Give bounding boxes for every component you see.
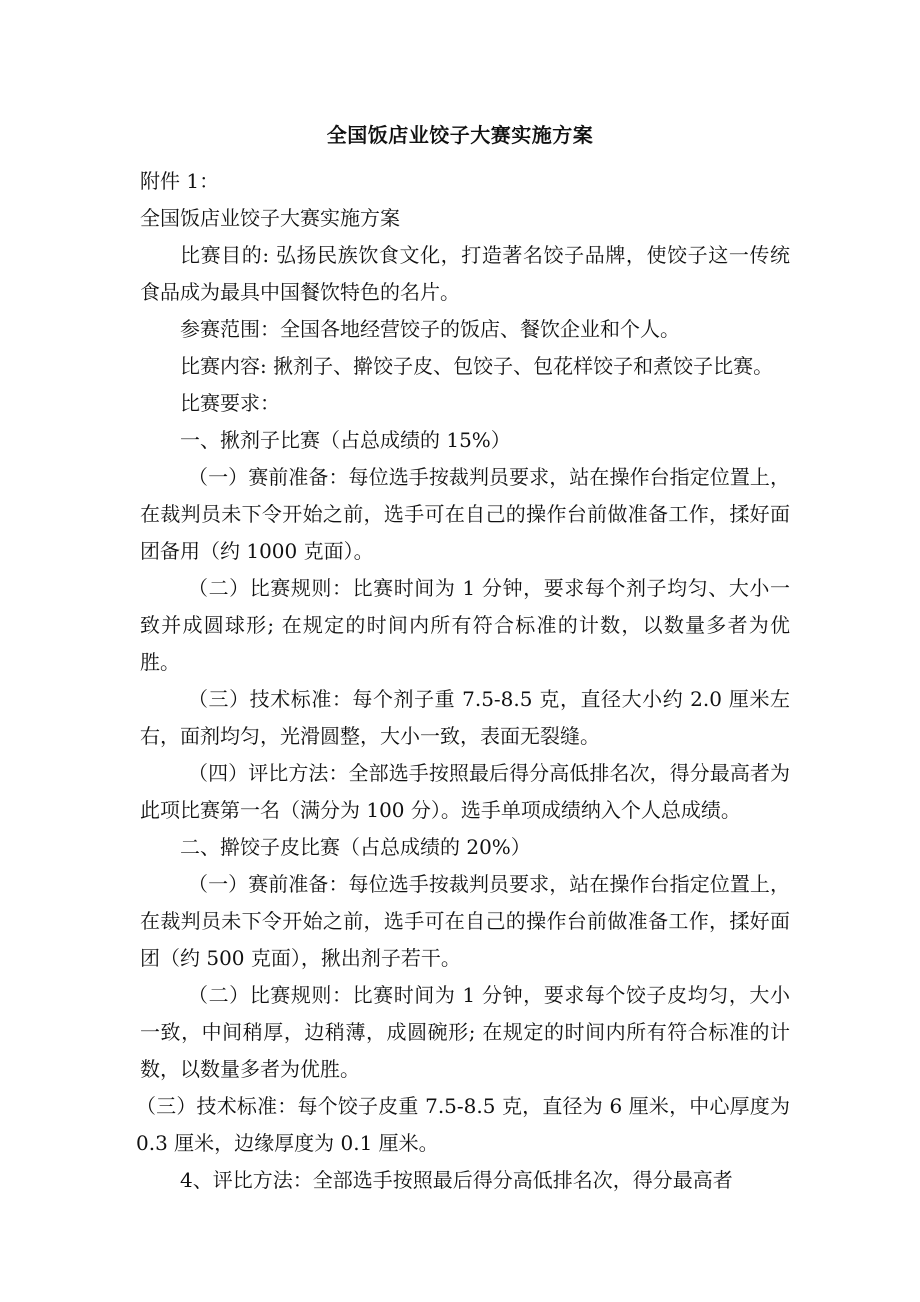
paragraph-requirements: 比赛要求： [180,391,280,415]
paragraph-content: 比赛内容: 揪剂子、擀饺子皮、包饺子、包花样饺子和煮饺子比赛。 [180,354,774,378]
section1-item-2: （二）比赛规则：比赛时间为 1 分钟，要求每个剂子均匀、大小一致并成圆球形; 在规定的时间内所有符合标准的计数，以数量多者为优胜。 [140,576,790,674]
section2-item-3: （三）技术标准：每个饺子皮重 7.5-8.5 克，直径为 6 厘米，中心厚度为 0.3 厘米，边缘厚度为 0.1 厘米。 [136,1094,790,1155]
section2-item-2: （二）比赛规则：比赛时间为 1 分钟，要求每个饺子皮均匀，大小一致，中间稍厚，边稍薄，成圆碗形; 在规定的时间内所有符合标准的计数，以数量多者为优胜。 [140,983,790,1081]
paragraph-purpose: 比赛目的: 弘扬民族饮食文化，打造著名饺子品牌，使饺子这一传统食品成为最具中国餐饮特色的名片。 [140,243,790,304]
section-heading-1: 一、揪剂子比赛（占总成绩的 15%） [180,428,511,452]
section-heading-2: 二、擀饺子皮比赛（占总成绩的 20%） [180,835,531,859]
section2-item-4: 4、评比方法：全部选手按照最后得分高低排名次，得分最高者 [180,1168,733,1192]
section1-item-3: （三）技术标准：每个剂子重 7.5-8.5 克，直径大小约 2.0 厘米左右，面剂均匀，光滑圆整，大小一致，表面无裂缝。 [140,687,790,748]
attachment-label: 附件 1： [140,169,220,193]
section1-item-4: （四）评比方法：全部选手按照最后得分高低排名次，得分最高者为此项比赛第一名（满分为 100 分）。选手单项成绩纳入个人总成绩。 [140,761,790,822]
section2-item-1: （一）赛前准备：每位选手按裁判员要求，站在操作台指定位置上，在裁判员未下令开始之前，选手可在自己的操作台前做准备工作，揉好面团（约 500 克面），揪出剂子若干。 [140,872,790,970]
document-title: 全国饭店业饺子大赛实施方案 [326,123,594,147]
plan-subtitle: 全国饭店业饺子大赛实施方案 [140,206,400,230]
section1-item-1: （一）赛前准备：每位选手按裁判员要求，站在操作台指定位置上，在裁判员未下令开始之前，选手可在自己的操作台前做准备工作，揉好面团备用（约 1000 克面）。 [140,465,790,563]
document-body [136,163,790,1199]
paragraph-scope: 参赛范围：全国各地经营饺子的饭店、餐饮企业和个人。 [180,317,680,341]
